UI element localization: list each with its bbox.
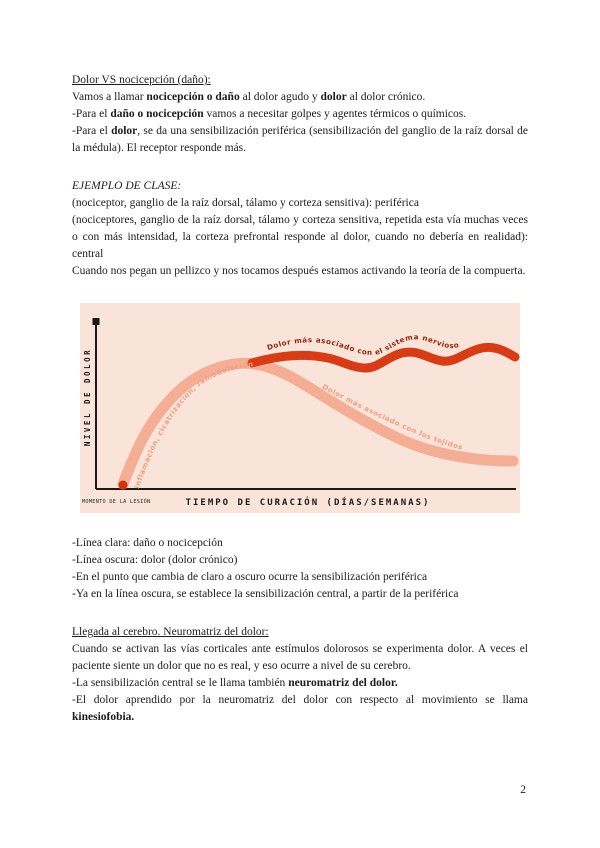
section-ejemplo-de-clase xyxy=(72,178,528,280)
list-item: -Ya en la línea oscura, se establece la sensibilización central, a partir de la periférica xyxy=(72,588,459,600)
paragraph xyxy=(72,106,528,123)
pain-chart xyxy=(80,303,520,513)
section-heading: EJEMPLO DE CLASE: xyxy=(72,180,182,192)
injury-moment-label: MOMENTO DE LA LESIÓN xyxy=(82,499,151,505)
paragraph: (nociceptores, ganglio de la raíz dorsal, tálamo y corteza sensitiva, repetida esta vía muchas veces o con más intensidad, la corteza prefrontal responde al dolor, cuando no debería en realidad): central xyxy=(72,214,528,260)
list-item: -En el punto que cambia de claro a oscuro ocurre la sensibilización periférica xyxy=(72,571,428,583)
section-chart-explanation xyxy=(72,535,528,603)
nervous-system-pain-label: Dolor más asociado con el sistema nervioso xyxy=(265,332,460,358)
injury-moment-dot xyxy=(119,481,128,490)
text-segment-bold: dolor xyxy=(320,91,347,103)
text-segment: -La sensibilización central se le llama también xyxy=(72,677,289,689)
paragraph xyxy=(72,692,528,726)
text-segment-bold: neuromatriz del dolor. xyxy=(288,677,398,689)
text-segment-bold: nocicepción o daño xyxy=(146,91,240,103)
paragraph: (nociceptor, ganglio de la raíz dorsal, tálamo y corteza sensitiva): periférica xyxy=(72,197,419,209)
paragraph xyxy=(72,89,528,106)
list-item: -Línea oscura: dolor (dolor crónico) xyxy=(72,554,238,566)
section-heading: Llegada al cerebro. Neuromatriz del dolor: xyxy=(72,626,269,638)
section-dolor-vs-nocicepcion xyxy=(72,72,528,157)
chart-background xyxy=(80,303,520,513)
section-neuromatriz xyxy=(72,624,528,726)
tissue-pain-label: Dolor más asociado con los tejidos xyxy=(320,382,464,452)
paragraph: Cuando nos pegan un pellizco y nos tocamos después estamos activando la teoría de la compuerta. xyxy=(72,265,526,277)
list-item: -Línea clara: daño o nocicepción xyxy=(72,537,223,549)
text-segment-bold: daño o nocicepción xyxy=(110,108,204,120)
healing-phases-label: inflamación, cicatrización, remodelación xyxy=(132,360,255,490)
text-segment: -El dolor aprendido por la neuromatriz del dolor con respecto al movimiento se llama xyxy=(72,694,528,706)
text-segment: -Para el xyxy=(72,125,112,137)
section-heading: Dolor VS nocicepción (daño): xyxy=(72,74,211,86)
y-axis-label: NIVEL DE DOLOR xyxy=(83,347,92,447)
pain-timeline-figure xyxy=(80,303,520,513)
x-axis-label: TIEMPO DE CURACIÓN (DÍAS/SEMANAS) xyxy=(185,498,431,508)
text-segment: , se da una sensibilización periférica (sensibilización del ganglio de la raíz dorsal de la médula). El receptor responde más. xyxy=(72,125,528,154)
paragraph: Cuando se activan las vías corticales ante estímulos dolorosos se experimenta dolor. A veces el paciente siente un dolor que no es real, y eso ocurre a nivel de su cerebro. xyxy=(72,643,528,672)
paragraph xyxy=(72,675,528,692)
y-axis-cap-square xyxy=(93,318,100,325)
page-number: 2 xyxy=(520,784,526,796)
text-segment: vamos a necesitar golpes y agentes térmicos o químicos. xyxy=(203,108,467,120)
paragraph xyxy=(72,123,528,157)
text-segment: al dolor crónico. xyxy=(346,91,426,103)
text-segment: Vamos a llamar xyxy=(72,91,147,103)
text-segment-bold: dolor xyxy=(111,125,138,137)
text-segment: al dolor agudo y xyxy=(239,91,321,103)
text-segment: -Para el xyxy=(72,108,111,120)
text-segment-bold: kinesiofobia. xyxy=(72,711,135,723)
